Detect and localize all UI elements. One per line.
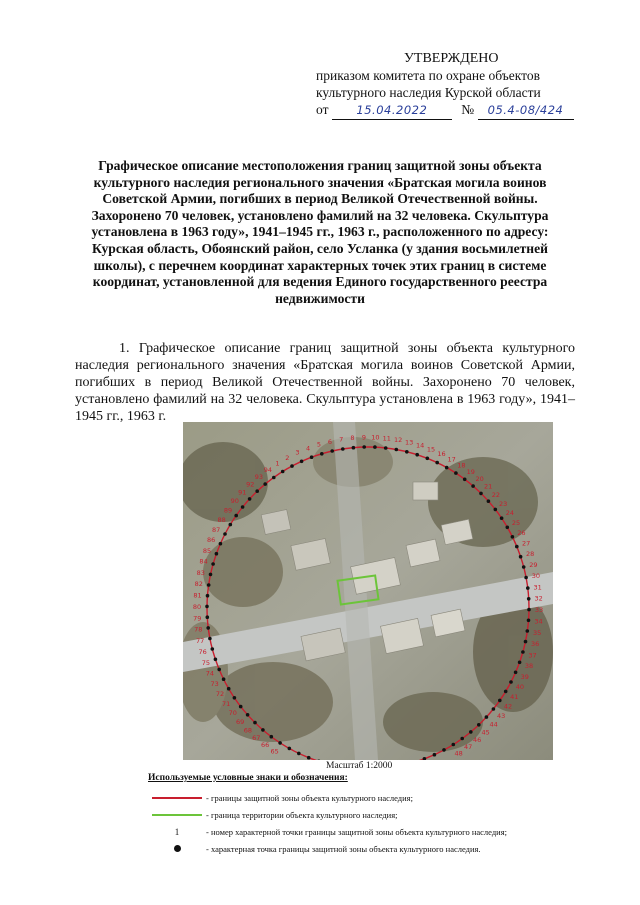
boundary-point (239, 705, 243, 709)
boundary-point (485, 715, 489, 719)
point-number: 31 (533, 583, 542, 592)
from-label: от (316, 102, 329, 117)
point-number: 35 (533, 628, 542, 637)
point-number: 92 (246, 480, 255, 489)
boundary-point (373, 445, 377, 449)
boundary-point (341, 447, 345, 451)
point-number: 46 (472, 736, 482, 745)
boundary-point (222, 677, 226, 681)
point-number: 16 (437, 450, 446, 459)
boundary-point (281, 470, 285, 474)
boundary-point (270, 735, 274, 739)
point-number: 93 (254, 472, 264, 481)
legend-text-number: - номер характерной точки границы защитной зоны объекта культурного наследия; (206, 826, 507, 837)
point-number: 75 (201, 659, 211, 667)
boundary-point (487, 499, 491, 503)
legend-row-number (148, 823, 568, 840)
boundary-point (290, 464, 294, 468)
legend-heading: Используемые условные знаки и обозначения: (148, 773, 348, 783)
boundary-point (227, 687, 231, 691)
point-number: 88 (217, 515, 226, 524)
green-line-symbol (152, 814, 202, 816)
boundary-point (515, 545, 519, 549)
point-number: 28 (525, 550, 535, 558)
point-number: 78 (194, 625, 203, 634)
boundary-point (477, 723, 481, 727)
boundary-point (278, 741, 282, 745)
boundary-point (415, 453, 419, 457)
boundary-point (307, 756, 311, 760)
point-number: 27 (521, 539, 531, 548)
legend-text-green: - граница территории объекта культурного наследия; (206, 809, 398, 820)
point-number: 39 (520, 672, 529, 681)
boundary-point (211, 647, 215, 651)
paragraph-text: 1. Графическое описание границ защитной зоны объекта культурного наследия регионального значения «Братская могила воинов Советской Армии, погибших в период Великой Отечественной войны. Захоронено 70 человек, установлено фамилий на 32 человека. Скульптура установлена в 1963 году», 1941–1945 гг., 1963 г. (75, 341, 575, 424)
point-number: 21 (483, 482, 493, 491)
boundary-point (261, 728, 265, 732)
boundary-point (469, 730, 473, 734)
point-number: 70 (228, 709, 237, 718)
boundary-point (207, 583, 211, 587)
point-number: 12 (393, 436, 403, 445)
boundary-point (219, 542, 223, 546)
boundary-point (233, 696, 237, 700)
boundary-point (471, 484, 475, 488)
point-number: 82 (194, 580, 203, 589)
approval-line-1: приказом комитета по охране объектов (316, 68, 540, 83)
point-number: 17 (447, 455, 456, 464)
point-number: 41 (510, 693, 519, 702)
point-number: 40 (515, 683, 525, 692)
legend-row-red (148, 789, 568, 806)
point-number: 42 (503, 702, 513, 711)
boundary-point (241, 505, 245, 509)
point-number: 89 (223, 506, 233, 515)
boundary-point (310, 455, 314, 459)
point-number: 65 (270, 747, 279, 756)
boundary-point (300, 460, 304, 464)
boundary-point (288, 747, 292, 751)
point-number: 24 (505, 509, 515, 518)
point-number: 43 (497, 711, 506, 720)
boundary-point (206, 594, 210, 598)
legend-row-green (148, 806, 568, 823)
point-number: 81 (193, 591, 202, 600)
point-number: 37 (528, 651, 537, 660)
boundary-point (234, 514, 238, 518)
point-number: 22 (491, 491, 501, 499)
legend (148, 773, 568, 857)
point-number: 73 (210, 680, 219, 689)
point-number: 25 (511, 518, 521, 527)
point-number: 2 (285, 453, 290, 462)
boundary-point (209, 573, 213, 577)
boundary-point (498, 699, 502, 703)
boundary-point (272, 476, 276, 480)
boundary-point (253, 721, 257, 725)
boundary-point (463, 478, 467, 482)
red-line-symbol (152, 797, 202, 799)
number-symbol: 1 (174, 826, 180, 837)
boundary-point (405, 450, 409, 454)
boundary-point (506, 526, 510, 530)
boundary-point (208, 637, 212, 641)
point-number: 20 (475, 475, 484, 483)
document-title: Графическое описание местоположения границ защитной зоны объекта культурного наследия регионального значения «Братская могила воинов Советской Армии, погибших в период Великой Отечественной войны. Захоронено 70 человек, установлено фамилий на 32 человека. Скульптура установлена в 1963 году», 1941–1945 гг., 1963 г., расположенного по адресу: Курская область, Обоянский район, село Усланка (у здания восьмилетней школы), с перечнем координат характерных точек этих границ в системе координат, установленной для ведения Единого государственного реестра недвижимости (91, 158, 549, 306)
number-label: № (461, 102, 475, 117)
point-number: 13 (405, 438, 414, 447)
point-number: 84 (199, 557, 208, 566)
boundary-point (504, 690, 508, 694)
point-number: 80 (192, 602, 202, 611)
point-number: 90 (230, 497, 239, 506)
boundary-point (514, 671, 518, 675)
boundary-point (248, 497, 252, 501)
aerial-map (183, 422, 553, 760)
boundary-point (426, 457, 430, 461)
boundary-point (527, 619, 531, 623)
map-svg (183, 422, 553, 760)
boundary-point (524, 576, 528, 580)
point-number: 26 (517, 528, 526, 537)
point-number: 14 (416, 441, 425, 450)
point-number: 3 (295, 448, 300, 457)
boundary-point (206, 626, 210, 630)
point-number: 4 (306, 444, 311, 453)
boundary-point (521, 650, 525, 654)
boundary-point (526, 629, 530, 633)
point-number: 77 (195, 636, 205, 645)
boundary-point (479, 492, 483, 496)
boundary-point (519, 555, 523, 559)
point-number: 11 (382, 434, 391, 443)
point-number: 29 (529, 560, 538, 569)
boundary-point (223, 532, 227, 536)
approval-line-2: культурного наследия Курской области (316, 85, 541, 100)
point-number: 71 (221, 699, 231, 708)
boundary-point (452, 743, 456, 747)
boundary-point (255, 489, 259, 493)
boundary-point (511, 535, 515, 539)
point-number: 1 (275, 459, 280, 468)
boundary-point (526, 586, 530, 590)
point-number: 10 (371, 433, 380, 442)
boundary-point (211, 562, 215, 566)
legend-text-red: - границы защитной зоны объекта культурного наследия; (206, 792, 413, 803)
boundary-point (297, 752, 301, 756)
point-number: 86 (207, 536, 216, 545)
point-number: 45 (481, 728, 490, 737)
boundary-point (330, 449, 334, 453)
boundary-point (214, 658, 218, 662)
boundary-point (395, 448, 399, 452)
point-number: 33 (534, 606, 544, 615)
approval-block (316, 50, 616, 120)
boundary-point (384, 446, 388, 450)
point-number: 30 (531, 572, 541, 581)
point-number: 5 (316, 440, 321, 449)
boundary-point (205, 605, 209, 609)
point-number: 36 (531, 640, 540, 649)
boundary-point (246, 713, 250, 717)
boundary-point (217, 668, 221, 672)
point-number: 19 (466, 467, 475, 476)
description-paragraph (75, 340, 575, 425)
point-number: 66 (261, 741, 270, 750)
point-number: 34 (534, 617, 543, 626)
boundary-point (442, 748, 446, 752)
point-number: 44 (489, 720, 498, 729)
boundary-point (352, 446, 356, 450)
point-number: 9 (361, 433, 366, 442)
boundary-point (509, 680, 513, 684)
approval-date-line (316, 101, 616, 120)
boundary-point (215, 552, 219, 556)
dot-symbol (174, 845, 181, 852)
boundary-point (527, 608, 531, 612)
point-number: 38 (524, 662, 534, 671)
boundary-point (500, 516, 504, 520)
approval-date: 15.04.2022 (332, 102, 452, 120)
boundary-point (522, 565, 526, 569)
point-number: 18 (457, 461, 466, 470)
boundary-point (206, 615, 210, 619)
point-number: 47 (463, 743, 473, 752)
map-scale: Масштаб 1:2000 (326, 761, 393, 771)
point-number: 48 (454, 749, 463, 758)
point-number: 15 (426, 445, 436, 454)
point-number: 94 (263, 465, 273, 474)
legend-row-dot (148, 840, 568, 857)
boundary-point (518, 661, 522, 665)
point-number: 72 (215, 690, 225, 699)
approval-number: 05.4-08/424 (478, 102, 574, 120)
point-number: 91 (238, 488, 247, 497)
boundary-point (433, 753, 437, 757)
point-number: 79 (193, 614, 202, 623)
boundary-point (527, 597, 531, 601)
legend-text-dot: - характерная точка границы защитной зоны объекта культурного наследия. (206, 843, 481, 854)
boundary-point (492, 707, 496, 711)
boundary-point (460, 737, 464, 741)
point-number: 83 (196, 568, 205, 577)
point-number: 76 (198, 648, 207, 657)
boundary-point (524, 640, 528, 644)
point-number: 8 (350, 434, 355, 443)
point-number: 85 (202, 546, 212, 555)
boundary-point (445, 466, 449, 470)
point-number: 69 (235, 718, 245, 726)
point-number: 7 (339, 435, 344, 444)
point-number: 68 (243, 726, 253, 735)
point-number: 87 (211, 525, 221, 534)
point-number: 67 (252, 734, 261, 742)
boundary-point (362, 445, 366, 449)
boundary-point (435, 461, 439, 465)
boundary-point (454, 471, 458, 475)
point-number: 32 (534, 594, 543, 603)
boundary-point (494, 508, 498, 512)
point-number: 6 (327, 437, 333, 446)
approval-title: УТВЕРЖДЕНО (404, 51, 499, 66)
boundary-point (320, 452, 324, 456)
point-number: 23 (499, 499, 508, 508)
boundary-point (263, 482, 267, 486)
point-number: 74 (205, 669, 215, 678)
boundary-point (229, 523, 233, 527)
